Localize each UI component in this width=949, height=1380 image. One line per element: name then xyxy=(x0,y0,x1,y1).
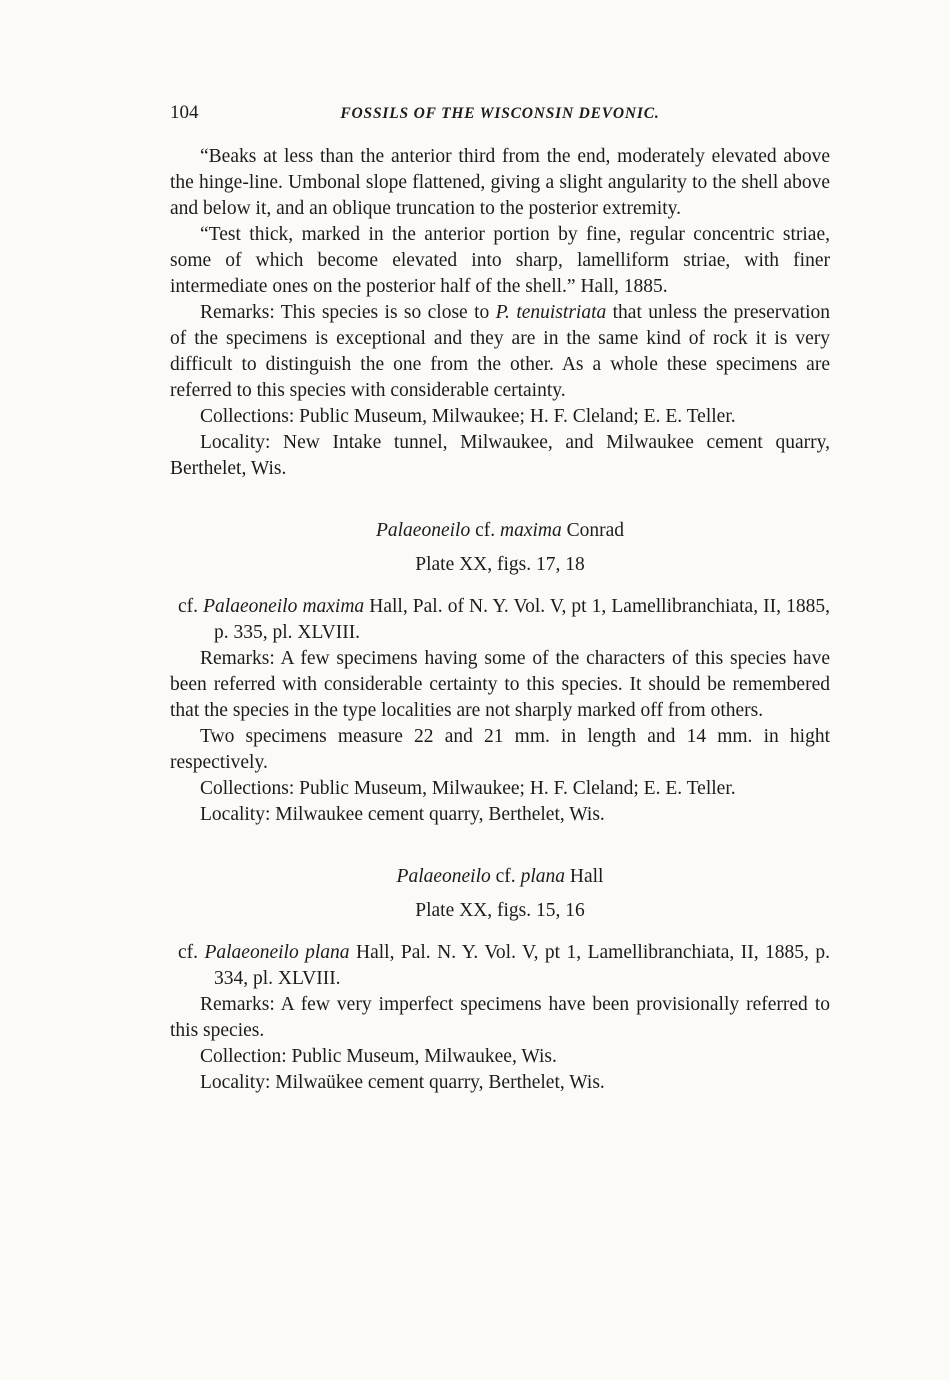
paragraph-locality-2: Locality: Milwaukee cement quarry, Berthelet, Wis. xyxy=(200,804,605,825)
page-header xyxy=(170,102,830,124)
paragraph-collections-1: Collections: Public Museum, Milwaukee; H. F. Cleland; E. E. Teller. xyxy=(200,406,736,427)
text-run: cf. xyxy=(178,942,205,963)
paragraph-beaks-description: “Beaks at less than the anterior third from the end, moderately elevated above the hinge-line. Umbonal slope flattened, giving a slight angularity to the shell above and below it, and an oblique truncation to the posterior extremity. xyxy=(170,146,830,219)
species-name-italic: P. tenuistriata xyxy=(495,302,607,323)
text-block xyxy=(170,144,830,1096)
species-name-italic: maxima xyxy=(499,520,562,541)
species-name-italic: plana xyxy=(520,866,565,887)
synonymy-reference-plana xyxy=(170,940,830,992)
species-name-italic: Palaeoneilo plana xyxy=(204,942,350,963)
paragraph-test-description: “Test thick, marked in the anterior portion by fine, regular concentric striae, some of which become elevated into sharp, lamelliform striae, with finer intermediate ones on the posterior half of the shell.” Hall, 1885. xyxy=(170,224,830,297)
text-run: Remarks: This species is so close to xyxy=(200,302,496,323)
genus-name-italic: Palaeoneilo xyxy=(396,866,491,887)
text-run: Hall, Pal. of N. Y. Vol. V, pt 1, Lamellibranchiata, II, 1885, p. 335, pl. XLVIII. xyxy=(214,596,831,643)
plate-reference-2: Plate XX, figs. 15, 16 xyxy=(415,900,585,921)
paragraph-remarks-3: Remarks: A few very imperfect specimens have been provisionally referred to this species. xyxy=(170,994,830,1041)
page-number: 104 xyxy=(170,102,199,123)
running-title: FOSSILS OF THE WISCONSIN DEVONIC. xyxy=(340,105,660,122)
text-run: Hall, Pal. N. Y. Vol. V, pt 1, Lamellibranchiata, II, 1885, p. 334, pl. XLVIII. xyxy=(214,942,830,989)
plate-reference-1: Plate XX, figs. 17, 18 xyxy=(415,554,585,575)
text-run: cf. xyxy=(178,596,204,617)
species-heading-maxima xyxy=(170,518,830,544)
author-name: Conrad xyxy=(561,520,625,541)
paragraph-remarks-1 xyxy=(170,300,830,404)
text-run: cf. xyxy=(470,520,500,541)
paragraph-locality-3: Locality: Milwaükee cement quarry, Berthelet, Wis. xyxy=(200,1072,605,1093)
paragraph-collections-2: Collections: Public Museum, Milwaukee; H. F. Cleland; E. E. Teller. xyxy=(200,778,736,799)
paragraph-measurements: Two specimens measure 22 and 21 mm. in length and 14 mm. in hight respectively. xyxy=(170,726,830,773)
species-heading-plana xyxy=(170,864,830,890)
author-name: Hall xyxy=(564,866,604,887)
paragraph-locality-1: Locality: New Intake tunnel, Milwaukee, and Milwaukee cement quarry, Berthelet, Wis. xyxy=(170,432,830,479)
paragraph-remarks-2: Remarks: A few specimens having some of the characters of this species have been referred with considerable certainty to this species. It should be remembered that the species in the type localities are not sharply marked off from others. xyxy=(170,648,830,721)
paragraph-collection-3: Collection: Public Museum, Milwaukee, Wis. xyxy=(200,1046,557,1067)
species-name-italic: Palaeoneilo maxima xyxy=(203,596,365,617)
text-run: that unless the preservation of the specimens is exceptional and they are in the same kind of rock it is very difficult to distinguish the one from the other. As a whole these specimens are referred to this species with considerable certainty. xyxy=(170,302,830,401)
text-run: cf. xyxy=(490,866,521,887)
genus-name-italic: Palaeoneilo xyxy=(375,520,471,541)
synonymy-reference-maxima xyxy=(170,594,830,646)
